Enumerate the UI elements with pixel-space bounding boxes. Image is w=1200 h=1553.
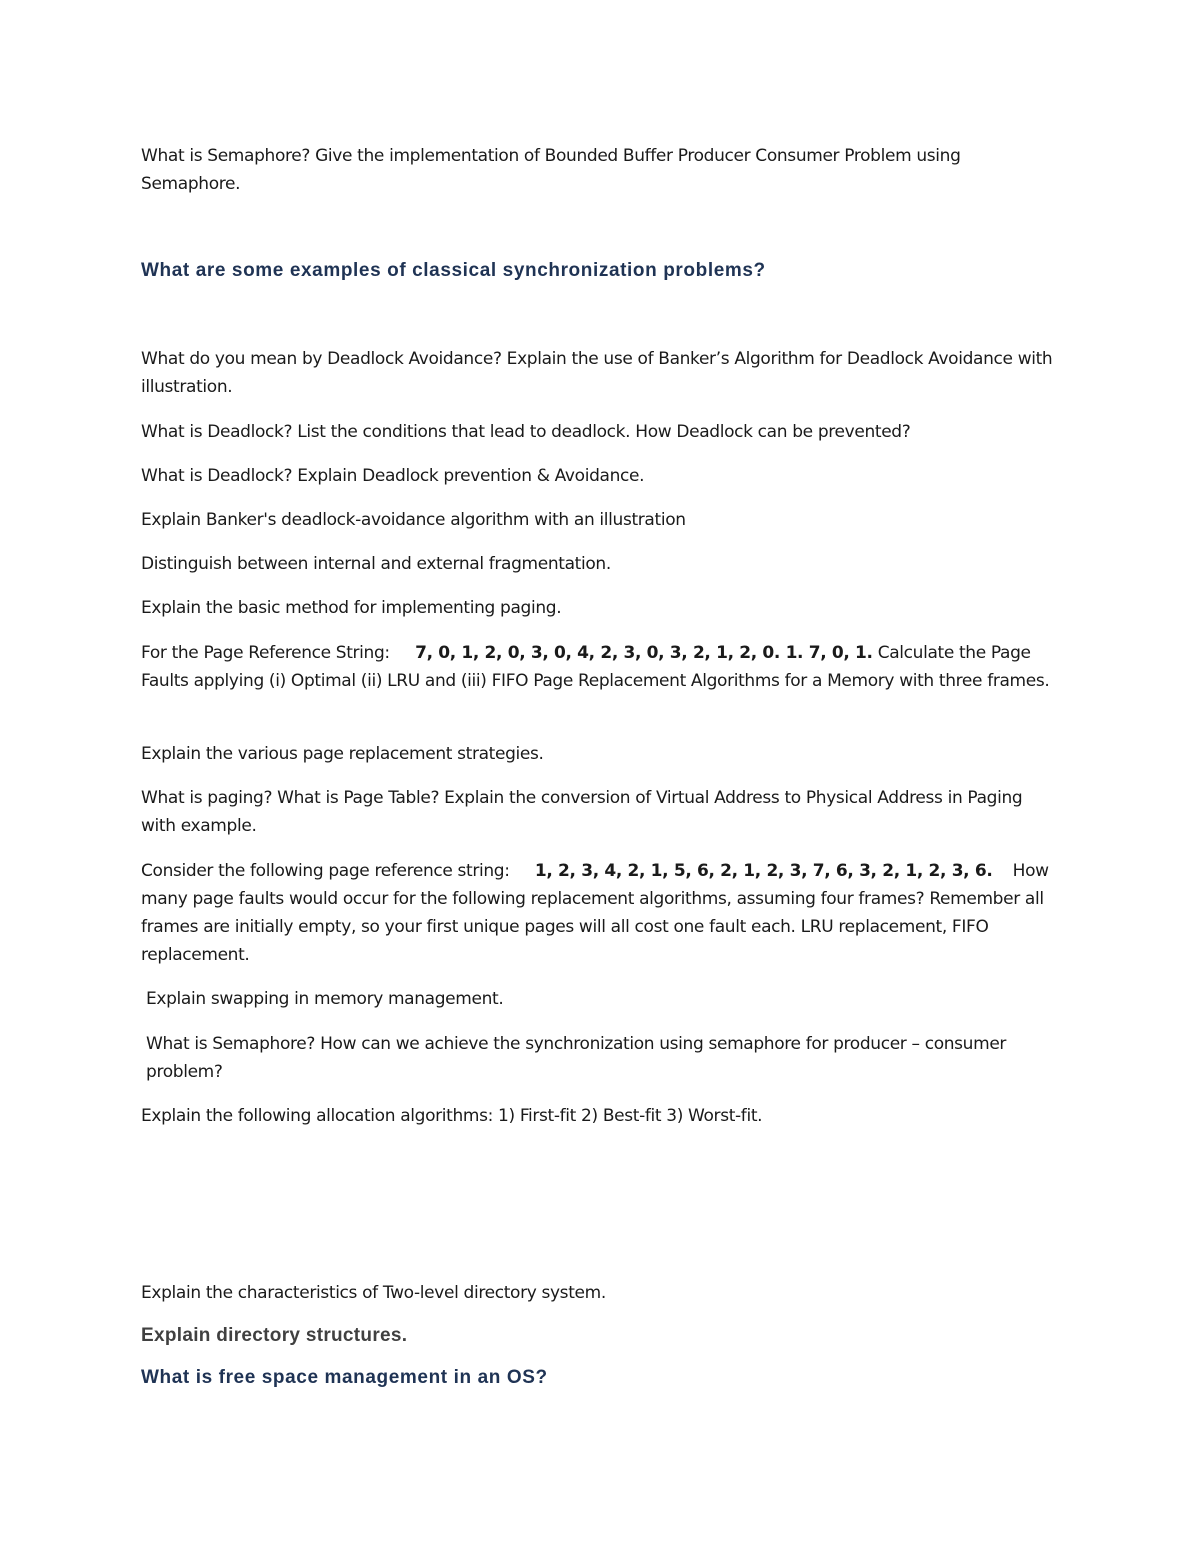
q11-rest: How many page faults would occur for the following replacement algorithms, assuming four frames? Remember all frames are initially empty, so your first unique pages will all cost one fault each. LRU replacement, FIFO replacement. — [141, 861, 1049, 965]
heading-classical-sync-problems: What are some examples of classical synchronization problems? — [141, 260, 766, 281]
q11-reference-string: 1, 2, 3, 4, 2, 1, 5, 6, 2, 1, 2, 3, 7, 6, 3, 2, 1, 2, 3, 6. — [534, 861, 993, 881]
question-paging-page-table: What is paging? What is Page Table? Explain the conversion of Virtual Address to Physical Address in Paging with example. — [141, 788, 1023, 836]
q8-intro: For the Page Reference String: — [141, 643, 390, 663]
question-deadlock-conditions: What is Deadlock? List the conditions that lead to deadlock. How Deadlock can be prevented? — [141, 422, 911, 442]
question-semaphore-producer-consumer: What is Semaphore? How can we achieve the synchronization using semaphore for producer – consumer problem? — [146, 1034, 1007, 1082]
question-bankers-algorithm: Explain Banker's deadlock-avoidance algorithm with an illustration — [141, 510, 686, 530]
question-paging-method: Explain the basic method for implementing paging. — [141, 598, 562, 618]
question-semaphore-bounded-buffer: What is Semaphore? Give the implementation of Bounded Buffer Producer Consumer Problem using Semaphore. — [141, 146, 961, 194]
question-page-faults-four-frames — [141, 857, 1061, 969]
question-deadlock-prevention: What is Deadlock? Explain Deadlock prevention & Avoidance. — [141, 466, 645, 486]
question-two-level-directory: Explain the characteristics of Two-level directory system. — [141, 1283, 606, 1303]
heading-directory-structures: Explain directory structures. — [141, 1325, 408, 1346]
heading-free-space-management: What is free space management in an OS? — [141, 1367, 548, 1388]
question-swapping: Explain swapping in memory management. — [146, 989, 504, 1009]
question-page-replacement-strategies: Explain the various page replacement strategies. — [141, 744, 544, 764]
question-page-faults-three-frames — [141, 639, 1061, 695]
q8-reference-string: 7, 0, 1, 2, 0, 3, 0, 4, 2, 3, 0, 3, 2, 1, 2, 0. 1. 7, 0, 1. — [415, 643, 873, 663]
question-fragmentation: Distinguish between internal and external fragmentation. — [141, 554, 611, 574]
question-allocation-algorithms: Explain the following allocation algorithms: 1) First-fit 2) Best-fit 3) Worst-fit. — [141, 1106, 763, 1126]
question-deadlock-avoidance: What do you mean by Deadlock Avoidance? Explain the use of Banker’s Algorithm for Deadlock Avoidance with illustration. — [141, 349, 1053, 397]
q11-intro: Consider the following page reference string: — [141, 861, 510, 881]
q8-rest: Calculate the Page Faults applying (i) Optimal (ii) LRU and (iii) FIFO Page Replacement Algorithms for a Memory with three frames. — [141, 643, 1050, 691]
